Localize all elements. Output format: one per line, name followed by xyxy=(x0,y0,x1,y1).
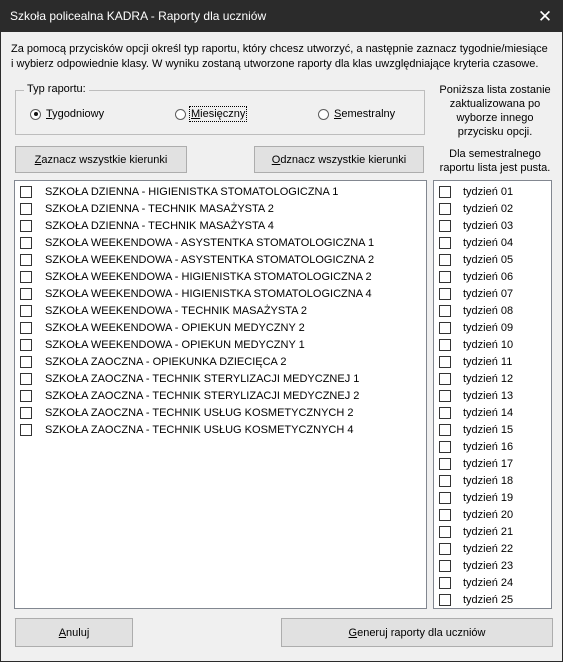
classes-list[interactable] xyxy=(14,180,427,609)
week-list-item[interactable] xyxy=(439,302,513,319)
class-list-item-label: SZKOŁA WEEKENDOWA - OPIEKUN MEDYCZNY 1 xyxy=(45,338,305,351)
week-list-item-label: tydzień 04 xyxy=(463,236,514,249)
week-list-item[interactable] xyxy=(439,438,513,455)
close-icon[interactable]: ✕ xyxy=(537,7,553,26)
class-list-item[interactable] xyxy=(20,370,359,387)
week-list-item[interactable] xyxy=(439,353,512,370)
checkbox[interactable] xyxy=(439,577,451,589)
class-list-item-label: SZKOŁA DZIENNA - TECHNIK MASAŻYSTA 2 xyxy=(45,202,274,215)
checkbox[interactable] xyxy=(439,220,451,232)
week-list-item[interactable] xyxy=(439,455,513,472)
radio-icon[interactable] xyxy=(175,109,186,120)
week-list-item[interactable] xyxy=(439,523,513,540)
week-list-item-label: tydzień 19 xyxy=(463,491,514,504)
week-list-item-label: tydzień 10 xyxy=(463,338,514,351)
class-list-item[interactable] xyxy=(20,404,353,421)
week-list-item-label: tydzień 05 xyxy=(463,253,514,266)
week-list-item[interactable] xyxy=(439,591,513,608)
checkbox[interactable] xyxy=(439,526,451,538)
week-list-item[interactable] xyxy=(439,319,513,336)
week-list-item-label: tydzień 13 xyxy=(463,389,514,402)
checkbox[interactable] xyxy=(20,356,32,368)
checkbox[interactable] xyxy=(439,594,451,606)
checkbox[interactable] xyxy=(439,475,451,487)
deselect-all-button[interactable]: O dznacz wszystkie kierunki xyxy=(254,146,424,173)
checkbox[interactable] xyxy=(439,424,451,436)
checkbox[interactable] xyxy=(439,441,451,453)
week-list-item[interactable] xyxy=(439,234,513,251)
week-list-item-label: tydzień 09 xyxy=(463,321,514,334)
checkbox[interactable] xyxy=(439,254,451,266)
week-list-item-label: tydzień 12 xyxy=(463,372,514,385)
checkbox[interactable] xyxy=(439,356,451,368)
class-list-item-label: SZKOŁA ZAOCZNA - TECHNIK STERYLIZACJI MEDYCZNEJ 2 xyxy=(45,389,360,402)
week-list-item-label: tydzień 15 xyxy=(463,423,514,436)
checkbox[interactable] xyxy=(439,271,451,283)
week-list-item-label: tydzień 24 xyxy=(463,576,514,589)
checkbox[interactable] xyxy=(439,203,451,215)
week-list-item-label: tydzień 22 xyxy=(463,542,514,555)
week-list-item[interactable] xyxy=(439,285,513,302)
class-list-item[interactable] xyxy=(20,234,374,251)
week-list-item-label: tydzień 18 xyxy=(463,474,514,487)
week-list-item-label: tydzień 01 xyxy=(463,185,514,198)
class-list-item-label: SZKOŁA ZAOCZNA - TECHNIK STERYLIZACJI MEDYCZNEJ 1 xyxy=(45,372,360,385)
generate-reports-button[interactable]: G eneruj raporty dla uczniów xyxy=(281,618,553,647)
checkbox[interactable] xyxy=(20,373,32,385)
class-list-item[interactable] xyxy=(20,302,307,319)
checkbox[interactable] xyxy=(20,220,32,232)
class-list-item[interactable] xyxy=(20,268,372,285)
radio-semester-label: Semestralny xyxy=(334,108,396,120)
checkbox[interactable] xyxy=(439,560,451,572)
class-list-item-label: SZKOŁA ZAOCZNA - OPIEKUNKA DZIECIĘCA 2 xyxy=(45,355,287,368)
class-list-item-label: SZKOŁA WEEKENDOWA - OPIEKUN MEDYCZNY 2 xyxy=(45,321,305,334)
checkbox[interactable] xyxy=(20,237,32,249)
week-list-item[interactable] xyxy=(439,217,513,234)
checkbox[interactable] xyxy=(439,390,451,402)
checkbox[interactable] xyxy=(439,492,451,504)
week-list-item[interactable] xyxy=(439,200,513,217)
checkbox[interactable] xyxy=(439,509,451,521)
week-list-item-label: tydzień 17 xyxy=(463,457,514,470)
class-list-item[interactable] xyxy=(20,183,338,200)
week-list-item-label: tydzień 06 xyxy=(463,270,514,283)
checkbox[interactable] xyxy=(20,254,32,266)
checkbox[interactable] xyxy=(20,407,32,419)
cancel-button[interactable]: A nuluj xyxy=(15,618,133,647)
class-list-item-label: SZKOŁA DZIENNA - TECHNIK MASAŻYSTA 4 xyxy=(45,219,274,232)
class-list-item-label: SZKOŁA ZAOCZNA - TECHNIK USŁUG KOSMETYCZNYCH 2 xyxy=(45,406,354,419)
week-list-item-label: tydzień 08 xyxy=(463,304,514,317)
radio-weekly[interactable] xyxy=(30,107,104,121)
weeks-list[interactable] xyxy=(433,180,552,609)
week-list-item[interactable] xyxy=(439,251,513,268)
checkbox[interactable] xyxy=(439,288,451,300)
checkbox[interactable] xyxy=(439,339,451,351)
checkbox[interactable] xyxy=(439,186,451,198)
radio-monthly-label: Miesięczny xyxy=(191,108,246,120)
list-update-note: Poniższa lista zostanie zaktualizowana po wyborze innego przycisku opcji. xyxy=(439,84,551,138)
radio-semester[interactable] xyxy=(318,107,395,121)
checkbox[interactable] xyxy=(20,339,32,351)
week-list-item[interactable] xyxy=(439,268,513,285)
class-list-item-label: SZKOŁA ZAOCZNA - TECHNIK USŁUG KOSMETYCZNYCH 4 xyxy=(45,423,354,436)
checkbox[interactable] xyxy=(20,424,32,436)
class-list-item-label: SZKOŁA WEEKENDOWA - ASYSTENTKA STOMATOLOGICZNA 2 xyxy=(45,253,375,266)
checkbox[interactable] xyxy=(20,271,32,283)
checkbox[interactable] xyxy=(20,322,32,334)
checkbox[interactable] xyxy=(439,543,451,555)
week-list-item[interactable] xyxy=(439,387,513,404)
checkbox[interactable] xyxy=(439,305,451,317)
class-list-item[interactable] xyxy=(20,421,353,438)
semester-note: Dla semestralnego raportu lista jest pusta. xyxy=(439,148,551,174)
radio-weekly-label: Tygodniowy xyxy=(46,108,105,120)
checkbox[interactable] xyxy=(20,288,32,300)
checkbox[interactable] xyxy=(20,203,32,215)
week-list-item[interactable] xyxy=(439,540,513,557)
week-list-item-label: tydzień 02 xyxy=(463,202,514,215)
instructions-text: Za pomocą przycisków opcji określ typ raportu, który chcesz utworzyć, a następnie zaznacz tygodnie/miesiące i wybierz odpowiednie klasy. W wyniku zostaną utworzone raporty dla klas uwzględniające kryteria czasowe. xyxy=(11,43,548,70)
week-list-item[interactable] xyxy=(439,557,513,574)
class-list-item-label: SZKOŁA DZIENNA - HIGIENISTKA STOMATOLOGICZNA 1 xyxy=(45,185,339,198)
class-list-item-label: SZKOŁA WEEKENDOWA - HIGIENISTKA STOMATOLOGICZNA 2 xyxy=(45,270,372,283)
week-list-item[interactable] xyxy=(439,574,513,591)
checkbox[interactable] xyxy=(439,237,451,249)
checkbox[interactable] xyxy=(439,373,451,385)
class-list-item-label: SZKOŁA WEEKENDOWA - TECHNIK MASAŻYSTA 2 xyxy=(45,304,308,317)
week-list-item-label: tydzień 23 xyxy=(463,559,514,572)
class-list-item[interactable] xyxy=(20,336,305,353)
week-list-item[interactable] xyxy=(439,370,513,387)
checkbox[interactable] xyxy=(20,390,32,402)
checkbox[interactable] xyxy=(20,186,32,198)
class-list-item[interactable] xyxy=(20,285,372,302)
window-title: Szkoła policealna KADRA - Raporty dla uczniów xyxy=(10,9,267,23)
class-list-item-label: SZKOŁA WEEKENDOWA - HIGIENISTKA STOMATOLOGICZNA 4 xyxy=(45,287,372,300)
select-all-button[interactable]: Z aznacz wszystkie kierunki xyxy=(15,146,187,173)
checkbox[interactable] xyxy=(439,458,451,470)
week-list-item[interactable] xyxy=(439,506,513,523)
checkbox[interactable] xyxy=(439,407,451,419)
class-list-item[interactable] xyxy=(20,251,374,268)
checkbox[interactable] xyxy=(20,305,32,317)
week-list-item[interactable] xyxy=(439,404,513,421)
class-list-item[interactable] xyxy=(20,217,274,234)
week-list-item-label: tydzień 07 xyxy=(463,287,514,300)
week-list-item-label: tydzień 16 xyxy=(463,440,514,453)
week-list-item[interactable] xyxy=(439,421,513,438)
class-list-item[interactable] xyxy=(20,353,286,370)
report-type-group xyxy=(15,83,425,135)
radio-selected-icon[interactable] xyxy=(30,109,41,120)
week-list-item-label: tydzień 25 xyxy=(463,593,514,606)
week-list-item-label: tydzień 14 xyxy=(463,406,514,419)
class-list-item-label: SZKOŁA WEEKENDOWA - ASYSTENTKA STOMATOLOGICZNA 1 xyxy=(45,236,375,249)
week-list-item[interactable] xyxy=(439,183,513,200)
radio-monthly[interactable] xyxy=(175,107,245,121)
week-list-item[interactable] xyxy=(439,489,513,506)
class-list-item[interactable] xyxy=(20,200,274,217)
title-bar xyxy=(1,1,562,32)
week-list-item-label: tydzień 20 xyxy=(463,508,514,521)
week-list-item-label: tydzień 11 xyxy=(463,355,513,368)
class-list-item[interactable] xyxy=(20,319,305,336)
class-list-item[interactable] xyxy=(20,387,359,404)
week-list-item[interactable] xyxy=(439,336,513,353)
checkbox[interactable] xyxy=(439,322,451,334)
week-list-item-label: tydzień 21 xyxy=(463,525,514,538)
radio-icon[interactable] xyxy=(318,109,329,120)
week-list-item-label: tydzień 03 xyxy=(463,219,514,232)
report-type-legend: Typ raportu: xyxy=(24,83,89,95)
week-list-item[interactable] xyxy=(439,472,513,489)
